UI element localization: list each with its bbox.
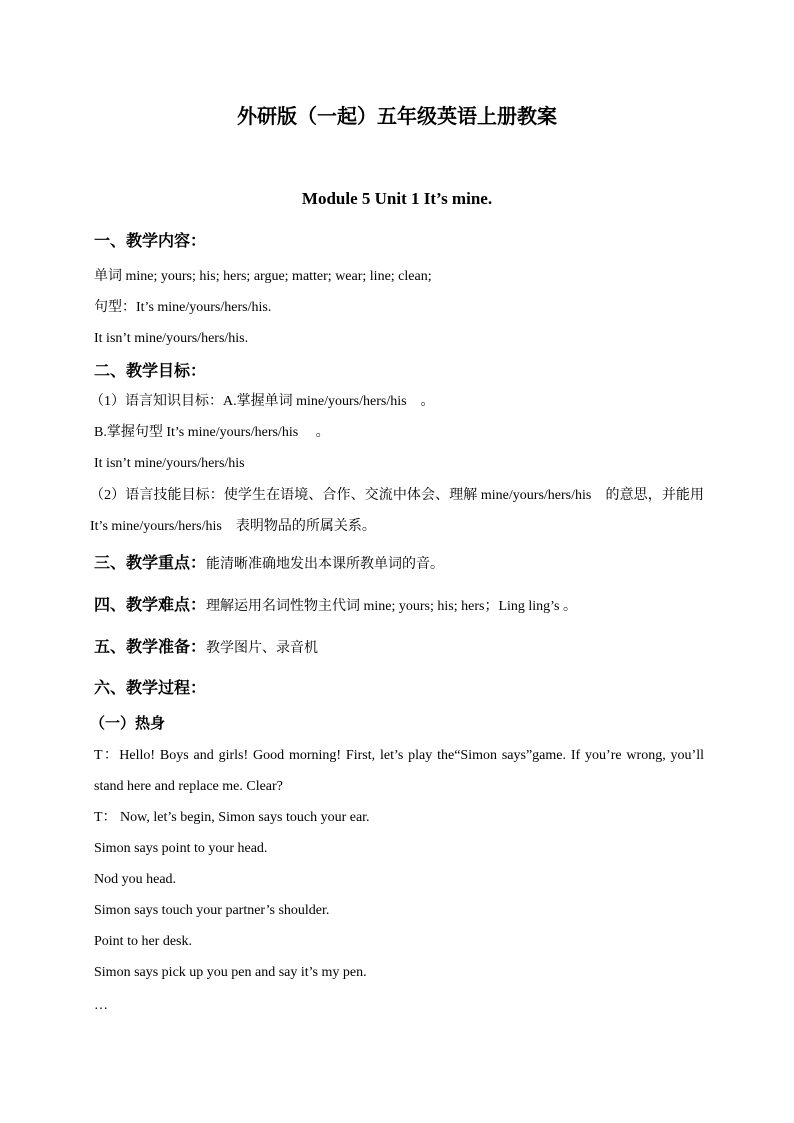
dialogue-line: Point to her desk.	[94, 934, 192, 949]
section-preparation	[94, 635, 704, 661]
section-heading-objectives: 二、教学目标：	[94, 361, 207, 380]
objective-knowledge-line: （1）语言知识目标：A.掌握单词 mine/yours/hers/his 。	[90, 394, 435, 409]
objective-pattern-negative-line: It isn’t mine/yours/hers/his	[94, 456, 245, 471]
sentence-pattern-line: 句型：It’s mine/yours/hers/his.	[94, 300, 272, 315]
section-difficulties	[94, 593, 704, 619]
document-title: 外研版（一起）五年级英语上册教案	[237, 104, 557, 128]
section-key-points	[94, 551, 704, 577]
vocabulary-line: 单词 mine; yours; his; hers; argue; matter; wear; line; clean;	[94, 269, 432, 284]
ellipsis-line: …	[94, 998, 108, 1013]
dialogue-line: Simon says touch your partner’s shoulder.	[94, 903, 330, 918]
sentence-pattern-negative-line: It isn’t mine/yours/hers/his.	[94, 331, 249, 346]
objective-skill-paragraph: （2）语言技能目标：使学生在语境、合作、交流中体会、理解 mine/yours/hers/his 的意思，并能用 It’s mine/yours/hers/his 表明物品的所属关系。	[90, 488, 704, 534]
subsection-warmup: （一）热身	[90, 714, 166, 732]
dialogue-line: T：Hello! Boys and girls! Good morning! First, let’s play the“Simon says”game. If you’re wrong, you’ll stand here and replace me. Clear?	[94, 748, 704, 794]
section-heading-preparation: 五、教学准备：	[94, 637, 207, 656]
objective-pattern-line: B.掌握句型 It’s mine/yours/hers/his 。	[94, 425, 330, 440]
section-heading-procedure: 六、教学过程：	[94, 678, 207, 697]
section-heading-key-points: 三、教学重点：	[94, 553, 207, 572]
dialogue-line: Simon says point to your head.	[94, 841, 268, 856]
lesson-subtitle: Module 5 Unit 1 It’s mine.	[301, 189, 493, 208]
dialogue-line: Nod you head.	[94, 872, 177, 887]
key-points-text: 能清晰准确地发出本课所教单词的音。	[206, 557, 445, 572]
difficulties-text: 理解运用名词性物主代词 mine; yours; his; hers；Ling ling’s 。	[206, 599, 578, 614]
section-heading-difficulties: 四、教学难点：	[94, 595, 207, 614]
dialogue-line: Simon says pick up you pen and say it’s my pen.	[94, 965, 367, 980]
section-heading-content: 一、教学内容：	[94, 231, 207, 250]
preparation-text: 教学图片、录音机	[206, 641, 319, 656]
dialogue-line: T： Now, let’s begin, Simon says touch your ear.	[94, 810, 370, 825]
